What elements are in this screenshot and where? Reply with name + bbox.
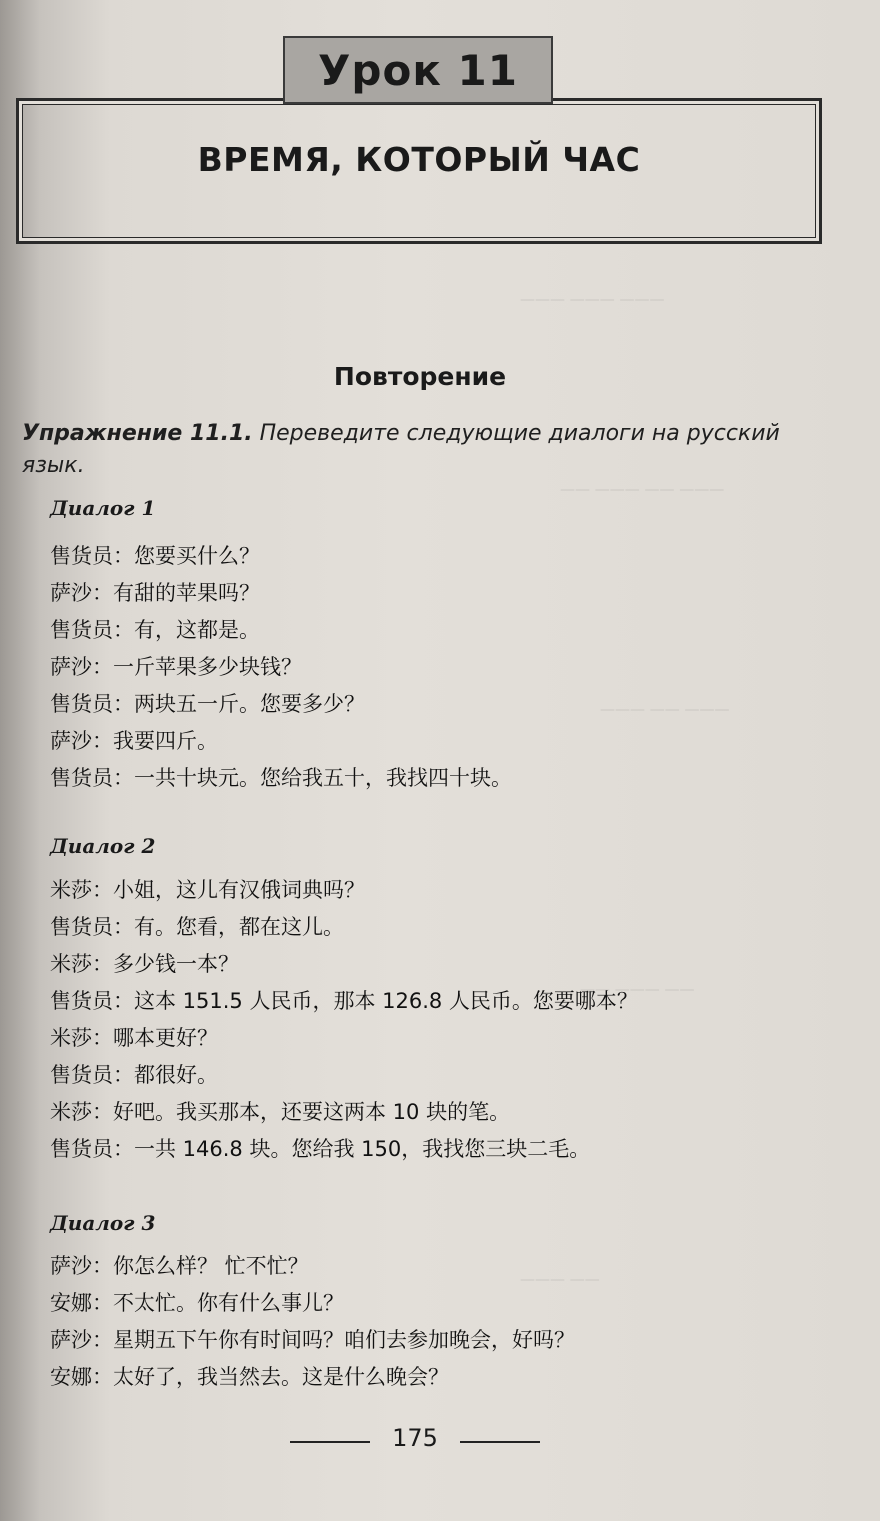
- footer-rule-right: [460, 1441, 540, 1443]
- dialog-line: 米莎：好吧。我买那本，还要这两本 10 块的笔。: [50, 1100, 511, 1124]
- dialog-heading: Диалог 3: [50, 1211, 156, 1235]
- dialog-line: 售货员：有。您看，都在这儿。: [50, 915, 344, 939]
- dialog-line: 售货员：您要买什么？: [50, 544, 260, 568]
- exercise-text: Переведите следующие диалоги на русский язык.: [22, 421, 780, 478]
- dialog-line: 售货员：两块五一斤。您要多少？: [50, 692, 365, 716]
- dialog-line: 售货员：有，这都是。: [50, 618, 260, 642]
- exercise-number: Упражнение 11.1.: [22, 421, 253, 446]
- dialog-line: 安娜：不太忙。你有什么事儿？: [50, 1291, 344, 1315]
- dialog-line: 萨沙：我要四斤。: [50, 729, 218, 753]
- lesson-title: ВРЕМЯ, КОТОРЫЙ ЧАС: [197, 140, 641, 179]
- dialog-heading: Диалог 1: [50, 496, 156, 520]
- dialog-line: 萨沙：你怎么样？ 忙不忙？: [50, 1254, 309, 1278]
- page-footer: [290, 1424, 540, 1458]
- dialog-line: 萨沙：星期五下午你有时间吗？咱们去参加晚会，好吗？: [50, 1328, 575, 1352]
- dialog-line: 安娜：太好了，我当然去。这是什么晚会？: [50, 1365, 449, 1389]
- exercise-instruction: [22, 418, 782, 482]
- lesson-label: Урок 11: [283, 36, 553, 104]
- dialog-line: 米莎：多少钱一本？: [50, 952, 239, 976]
- dialog-line: 售货员：都很好。: [50, 1063, 218, 1087]
- dialog-line: 售货员：一共十块元。您给我五十，我找四十块。: [50, 766, 512, 790]
- dialog-line: 萨沙：有甜的苹果吗？: [50, 581, 260, 605]
- dialog-line: 售货员：这本 151.5 人民币，那本 126.8 人民币。您要哪本？: [50, 989, 638, 1013]
- dialog-heading: Диалог 2: [50, 834, 156, 858]
- page-number: 175: [392, 1424, 438, 1452]
- section-title: Повторение: [333, 362, 507, 391]
- dialog-line: 萨沙：一斤苹果多少块钱？: [50, 655, 302, 679]
- book-page: ——— ——— ——— —— ——— —— ——— ——— —— ——— —— ——— —— ——— —— Урок 11 ВРЕМЯ, КОТОРЫЙ ЧАС Повторение Упражнение 11.1. Переведите следующие диалоги на русский язык. Диалог 1 售货员：您要买什么？ 萨沙：有甜的苹果吗？ 售货员：有，这都是。 萨沙：一斤苹果多少块钱？ 售货员：两块五一斤。您要多少？ 萨沙：我要四斤。 售货员：一共十块元。您给我五十，我找四十块。 Диалог 2 米莎：小姐，这儿有汉俄词典吗？ 售货员：有。您看，都在这儿。 米莎：多少钱一本？ 售货员：这本 151.5 人民币，那本 126.8 人民币。您要哪本？ 米莎：哪本更好？ 售货员：都很好。 米莎：好吧。我买那本，还要这两本 10 块的笔。 售货员：一共 146.8 块。您给我 150，我找您三块二毛。 Диалог 3 萨沙：你怎么样？ 忙不忙？ 安娜：不太忙。你有什么事儿？ 萨沙：星期五下午你有时间吗？咱们去参加晚会，好吗？ 安娜：太好了，我当然去。这是什么晚会？ 175: [0, 0, 880, 1521]
- dialog-line: 米莎：小姐，这儿有汉俄词典吗？: [50, 878, 365, 902]
- dialog-line: 售货员：一共 146.8 块。您给我 150，我找您三块二毛。: [50, 1137, 591, 1161]
- dialog-line: 米莎：哪本更好？: [50, 1026, 218, 1050]
